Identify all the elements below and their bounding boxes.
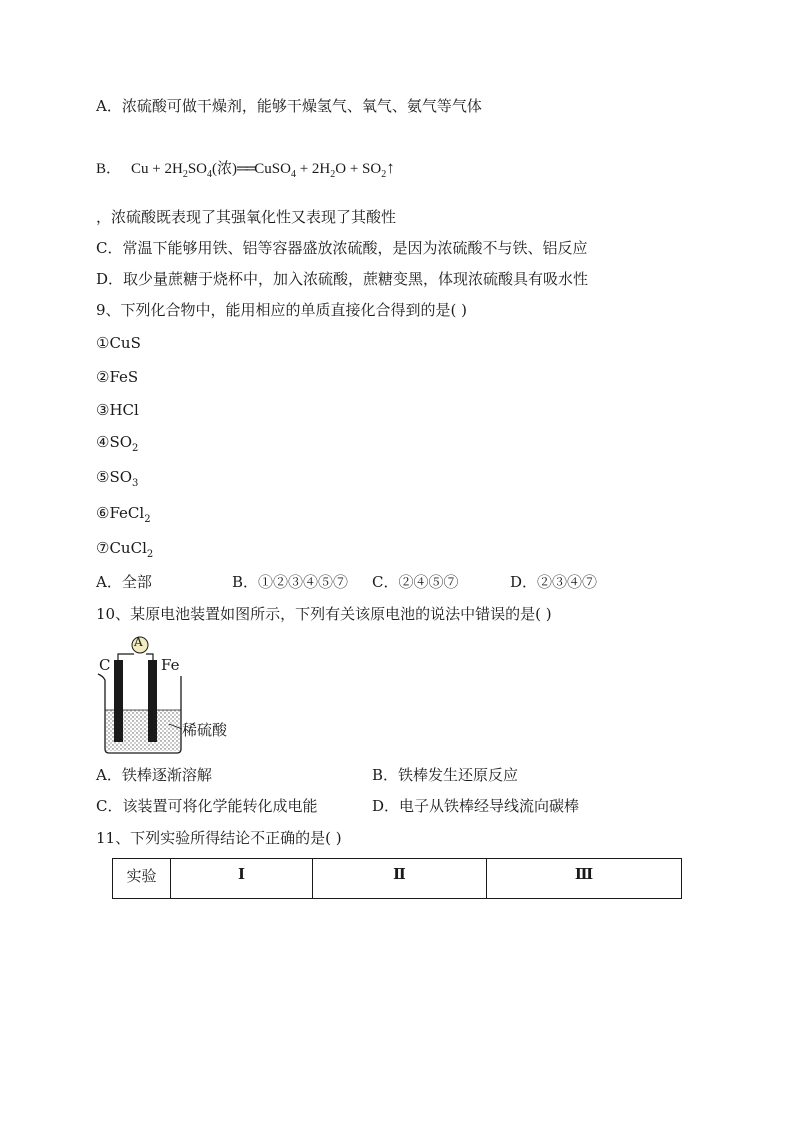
q8-option-c: C．常温下能够用铁、铝等容器盛放浓硫酸，是因为浓硫酸不与铁、铝反应 [96,239,588,257]
q11-stem: 11、下列实验所得结论不正确的是( ) [96,829,342,847]
q8-option-a: A．浓硫酸可做干燥剂，能够干燥氢气、氧气、氨气等气体 [96,97,482,115]
q8-option-b-prefix: B． [96,161,122,177]
q9-item: ①CuS [96,334,141,352]
table-header-iii: Ⅲ [487,859,682,899]
q10-stem: 10、某原电池装置如图所示，下列有关该原电池的说法中错误的是( ) [96,605,552,623]
q9-item: ⑥FeCl$_2$ [96,504,151,525]
q9-option-a: A．全部 [96,573,152,591]
q9-stem: 9、下列化合物中，能用相应的单质直接化合得到的是( ) [96,301,468,319]
q8-option-d: D．取少量蔗糖于烧杯中，加入浓硫酸，蔗糖变黑，体现浓硫酸具有吸水性 [96,270,589,288]
gas-arrow-icon: ↑ [386,158,395,177]
table-header-i: Ⅰ [171,859,313,899]
electrode-label-right: Fe [161,656,180,674]
q9-item: ⑦CuCl$_2$ [96,539,154,560]
table-row [113,859,682,899]
carbon-electrode [114,660,123,742]
ammeter-label: A [134,635,143,649]
table-header-experiment: 实验 [113,859,171,899]
experiment-table [112,858,682,899]
q9-item: $④SO_2$ [96,433,139,454]
wire [118,654,153,672]
q9-item: $⑤SO_3$ [96,468,139,489]
q10-option-c: C．该装置可将化学能转化成电能 [96,797,318,815]
galvanic-cell-diagram [96,632,246,760]
q9-item: ③HCl [96,401,139,419]
q10-option-d: D．电子从铁棒经导线流向碳棒 [372,797,580,815]
q10-option-b: B．铁棒发生还原反应 [372,766,519,784]
equation-sign: ══ [237,161,255,177]
q8-option-b-continuation: ，浓硫酸既表现了其强氧化性又表现了其酸性 [96,208,397,226]
q8-option-b-equation: B． $Cu + 2H_2SO_4$(浓)══CuSO$_4$ + $2H_2O$ + $SO_2↑$ [96,158,395,180]
table-header-ii: Ⅱ [313,859,487,899]
electrode-label-left: C [99,656,111,674]
galvanic-cell-figure [96,632,246,760]
q9-option-c: C．②④⑤⑦ [372,573,459,591]
iron-electrode [148,660,157,742]
q9-option-d: D．②③④⑦ [510,573,598,591]
q9-item: ②FeS [96,368,139,386]
solution-label: 稀硫酸 [182,721,228,739]
q10-option-a: A．铁棒逐渐溶解 [96,766,212,784]
q9-option-b: B．①②③④⑤⑦ [232,573,349,591]
